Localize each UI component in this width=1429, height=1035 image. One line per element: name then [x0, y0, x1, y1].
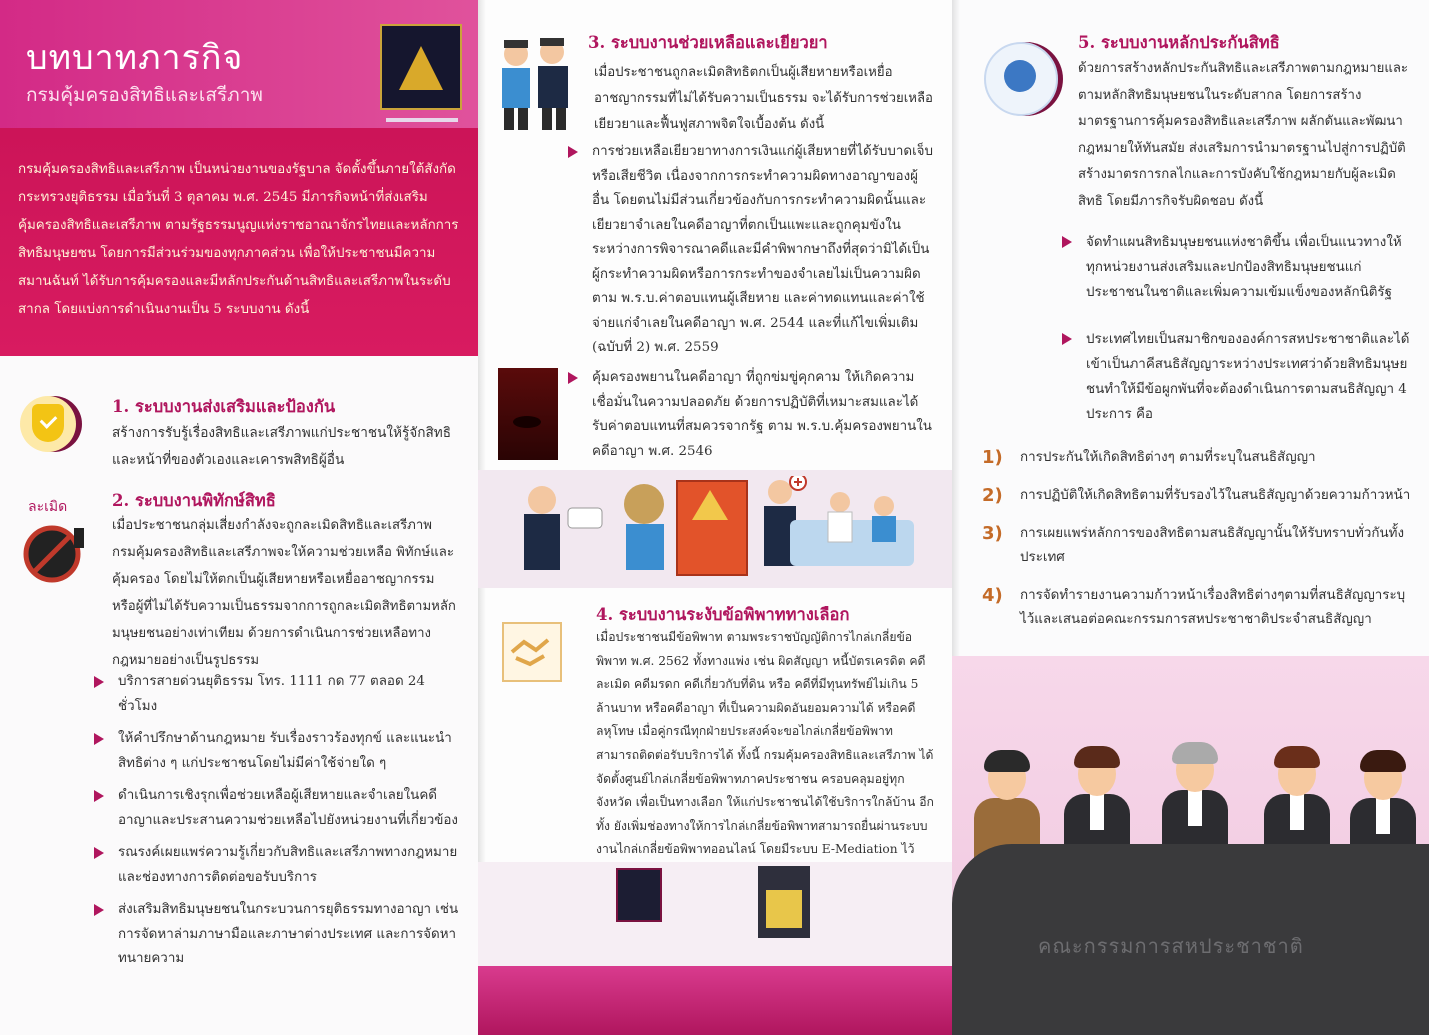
section-1-title: 1. ระบบงานส่งเสริมและป้องกัน [112, 397, 336, 416]
handshake-icon [502, 622, 562, 682]
section-2-body: เมื่อประชาชนกลุ่มเสี่ยงกำลังจะถูกละเมิดสิทธิและเสรีภาพ กรมคุ้มครองสิทธิและเสรีภาพจะให้ความช่วยเหลือ พิทักษ์และคุ้มครอง โดยไม่ให้ตกเป็นผู้เสียหายหรือเหยื่ออาชญากรรม หรือผู้ที่ไม่ได้รับความเป็นธรรมจากการถูกละเมิดสิทธิตามหลักมนุษยชนอย่างเท่าเทียม ด้วยการดำเนินการช่วยเหลือทางกฎหมายอย่างเป็นรูปธรรม [112, 518, 456, 668]
eye-photo [498, 368, 558, 460]
list-item: ให้คำปรึกษาด้านกฎหมาย รับเรื่องราวร้องทุกข์ และแนะนำสิทธิต่าง ๆ แก่ประชาชนโดยไม่มีค่าใช้จ่ายใด ๆ [92, 727, 462, 776]
section-3-body: เมื่อประชาชนถูกละเมิดสิทธิตกเป็นผู้เสียหายหรือเหยื่ออาชญากรรมที่ไม่ได้รับความเป็นธรรม จะได้รับการช่วยเหลือเยียวยาและฟื้นฟูสภาพจิตใจเบื้องต้น ดังนี้ [594, 65, 933, 132]
panel-left [0, 0, 478, 1035]
panel-right [952, 0, 1429, 1035]
section-2-bullets [92, 670, 462, 980]
list-item: บริการสายด่วนยุติธรรม โทร. 1111 กด 77 ตลอด 24 ชั่วโมง [92, 670, 462, 719]
no-abuse-icon [16, 520, 88, 584]
section-4-body: เมื่อประชาชนมีข้อพิพาท ตามพระราชบัญญัติการไกล่เกลี่ยข้อพิพาท พ.ศ. 2562 ทั้งทางแพ่ง เช่น ผิดสัญญา หนี้บัตรเครดิต คดีละเมิด คดีมรดก คดีเกี่ยวกับที่ดิน หรือ คดีที่มีทุนทรัพย์ไม่เกิน 5 ล้านบาท หรือคดีอาญา ที่เป็นความผิดอันยอมความได้ หรือคดีลหุโทษ เมื่อคู่กรณีทุกฝ่ายประสงค์จะขอไกล่เกลี่ยข้อพิพาท สามารถติดต่อรับบริการได้ ทั้งนี้ กรมคุ้มครองสิทธิและเสรีภาพ ได้จัดตั้งศูนย์ไกล่เกลี่ยข้อพิพาทภาคประชาชน ครอบคลุมอยู่ทุกจังหวัด เพื่อเป็นทางเลือก ให้แก่ประชาชนได้ใช้บริการใกล้บ้าน อีกทั้ง ยังเพิ่มช่องทางให้การไกล่เกลี่ยข้อพิพาทสามารถยื่นผ่านระบบงานไกล่เกลี่ยข้อพิพาทออนไลน์ โดยมีระบบ E-Mediation ไว้ [596, 630, 934, 857]
abuse-label: ละเมิด [28, 499, 68, 515]
people-illustration [490, 36, 580, 132]
red-document [676, 480, 748, 576]
panel-middle [478, 0, 952, 1035]
page-subtitle: กรมคุ้มครองสิทธิและเสรีภาพ [26, 84, 263, 106]
list-item: 4) การจัดทำรายงานความก้าวหน้าเรื่องสิทธิต่างๆตามที่สนธิสัญญาระบุไว้และเสนอต่อคณะกรรมการสหประชาชาติประจำสนธิสัญญา [982, 585, 1406, 627]
intro-text: กรมคุ้มครองสิทธิและเสรีภาพ เป็นหน่วยงานของรัฐบาล จัดตั้งขึ้นภายใต้สังกัดกระทรวงยุติธรรม เมื่อวันที่ 3 ตุลาคม พ.ศ. 2545 มีภารกิจหน้าที่ส่งเสริม คุ้มครองสิทธิและเสรีภาพ ตามรัฐธรรมนูญแห่งราชอาณาจักรไทยและหลักการสิทธิมนุษยชน โดยการมีส่วนร่วมของทุกภาคส่วน เพื่อให้ประชาชนมีความสมานฉันท์ ได้รับการคุ้มครองและมีหลักประกันด้านสิทธิและเสรีภาพในระดับสากล โดยแบ่งการดำเนินงานเป็น 5 ระบบงาน ดังนี้ [18, 162, 459, 317]
list-item: ส่งเสริมสิทธิมนุษยชนในกระบวนการยุติธรรมทางอาญา เช่น การจัดหาล่ามภาษามือและภาษาต่างประเทศ และการจัดหาทนายความ [92, 898, 462, 972]
court-emblem [616, 868, 662, 922]
illustration-band [478, 470, 952, 588]
patient-illustration [818, 490, 918, 550]
list-item: รณรงค์เผยแพร่ความรู้เกี่ยวกับสิทธิและเสรีภาพทางกฎหมายและช่องทางการติดต่อขอรับบริการ [92, 841, 462, 890]
section-3-title: 3. ระบบงานช่วยเหลือและเยียวยา [588, 33, 828, 52]
lawyer-and-mascot-illustration [504, 480, 674, 580]
section-3-bullets [566, 140, 934, 369]
list-item: ดำเนินการเชิงรุกเพื่อช่วยเหลือผู้เสียหายและจำเลยในคดีอาญาและประสานความช่วยเหลือไปยังหน่วยงานที่เกี่ยวข้อง [92, 784, 462, 833]
court-illustration [478, 862, 952, 1035]
section-5-title: 5. ระบบงานหลักประกันสิทธิ [1078, 33, 1280, 52]
section-5-bullets [1060, 230, 1416, 435]
section-1-body: สร้างการรับรู้เรื่องสิทธิและเสรีภาพแก่ประชาชนให้รู้จักสิทธิและหน้าที่ของตัวเองและเคารพสิทธิผู้อื่น [112, 425, 452, 468]
list-item: 2) การปฏิบัติให้เกิดสิทธิตามที่รับรองไว้ในสนธิสัญญาด้วยความก้าวหน้า [982, 485, 1411, 506]
section-2-title: 2. ระบบงานพิทักษ์สิทธิ [112, 491, 276, 510]
list-item: 1) การประกันให้เกิดสิทธิต่างๆ ตามที่ระบุในสนธิสัญญา [982, 447, 1316, 468]
page-title: บทบาทภารกิจ [26, 38, 244, 78]
list-item: ประเทศไทยเป็นสมาชิกขององค์การสหประชาชาติและได้เข้าเป็นภาคีสนธิสัญญาระหว่างประเทศว่าด้วยสิทธิมนุษยชนทำให้มีข้อผูกพันที่จะต้องดำเนินการตามสนธิสัญญา 4 ประการ คือ [1060, 327, 1416, 427]
list-item: จัดทำแผนสิทธิมนุษยชนแห่งชาติขึ้น เพื่อเป็นแนวทางให้ทุกหน่วยงานส่งเสริมและปกป้องสิทธิมนุษยชนแก่ประชาชนในชาติและเพิ่มความเข้มแข็งของหลักนิติรัฐ [1060, 230, 1416, 305]
list-item: คุ้มครองพยานในคดีอาญา ที่ถูกข่มขู่คุกคาม ให้เกิดความเชื่อมั่นในความปลอดภัย ด้วยการปฏิบัติที่เหมาะสมและได้รับค่าตอบแทนที่สมควรจากรัฐ ตาม พ.ร.บ.คุ้มครองพยานในคดีอาญา พ.ศ. 2546 [566, 366, 934, 464]
council-label: คณะกรรมการสหประชาชาติ [1038, 934, 1304, 958]
treaty-obligations-list [982, 446, 1412, 646]
intro-box [0, 128, 478, 356]
department-logo [380, 24, 462, 110]
section-5-body: ด้วยการสร้างหลักประกันสิทธิและเสรีภาพตามกฎหมายและตามหลักสิทธิมนุษยชนในระดับสากล โดยการสร้างมาตรฐานการคุ้มครองสิทธิและเสรีภาพ ผลักดันและพัฒนากฎหมายให้ทันสมัย ส่งเสริมการนำมาตรฐานไปสู่การปฏิบัติ สร้างมาตรการกลไกและการบังคับใช้กฎหมายกับผู้ละเมิดสิทธิ โดยมีภารกิจรับผิดชอบ ดังนี้ [1078, 61, 1409, 209]
list-item: 3) การเผยแพร่หลักการของสิทธิตามสนธิสัญญานั้นให้รับทราบทั่วกันทั้งประเทศ [982, 523, 1405, 565]
header-banner [0, 0, 478, 128]
section-4-title: 4. ระบบงานระงับข้อพิพาททางเลือก [596, 605, 850, 624]
section-3-bullets-2 [566, 366, 934, 472]
list-item: การช่วยเหลือเยียวยาทางการเงินแก่ผู้เสียหายที่ได้รับบาดเจ็บหรือเสียชีวิต เนื่องจากการกระทำความผิดทางอาญาของผู้อื่น โดยตนไม่มีส่วนเกี่ยวข้องกับการกระทำความผิดนั้นและเยียวยาจำเลยในคดีอาญาที่ตกเป็นแพะและถูกคุมขังในระหว่างการพิจารณาคดีและมีคำพิพากษาถึงที่สุดว่ามิได้เป็นผู้กระทำความผิดหรือการกระทำของจำเลยไม่เป็นความผิด ตาม พ.ร.บ.ค่าตอบแทนผู้เสียหาย และค่าทดแทนและค่าใช้จ่ายแก่จำเลยในคดีอาญา พ.ศ. 2544 และที่แก้ไขเพิ่มเติม (ฉบับที่ 2) พ.ศ. 2559 [566, 140, 934, 361]
shield-icon [20, 396, 76, 452]
book-poster [758, 866, 810, 938]
rights-seal-icon [984, 42, 1058, 116]
